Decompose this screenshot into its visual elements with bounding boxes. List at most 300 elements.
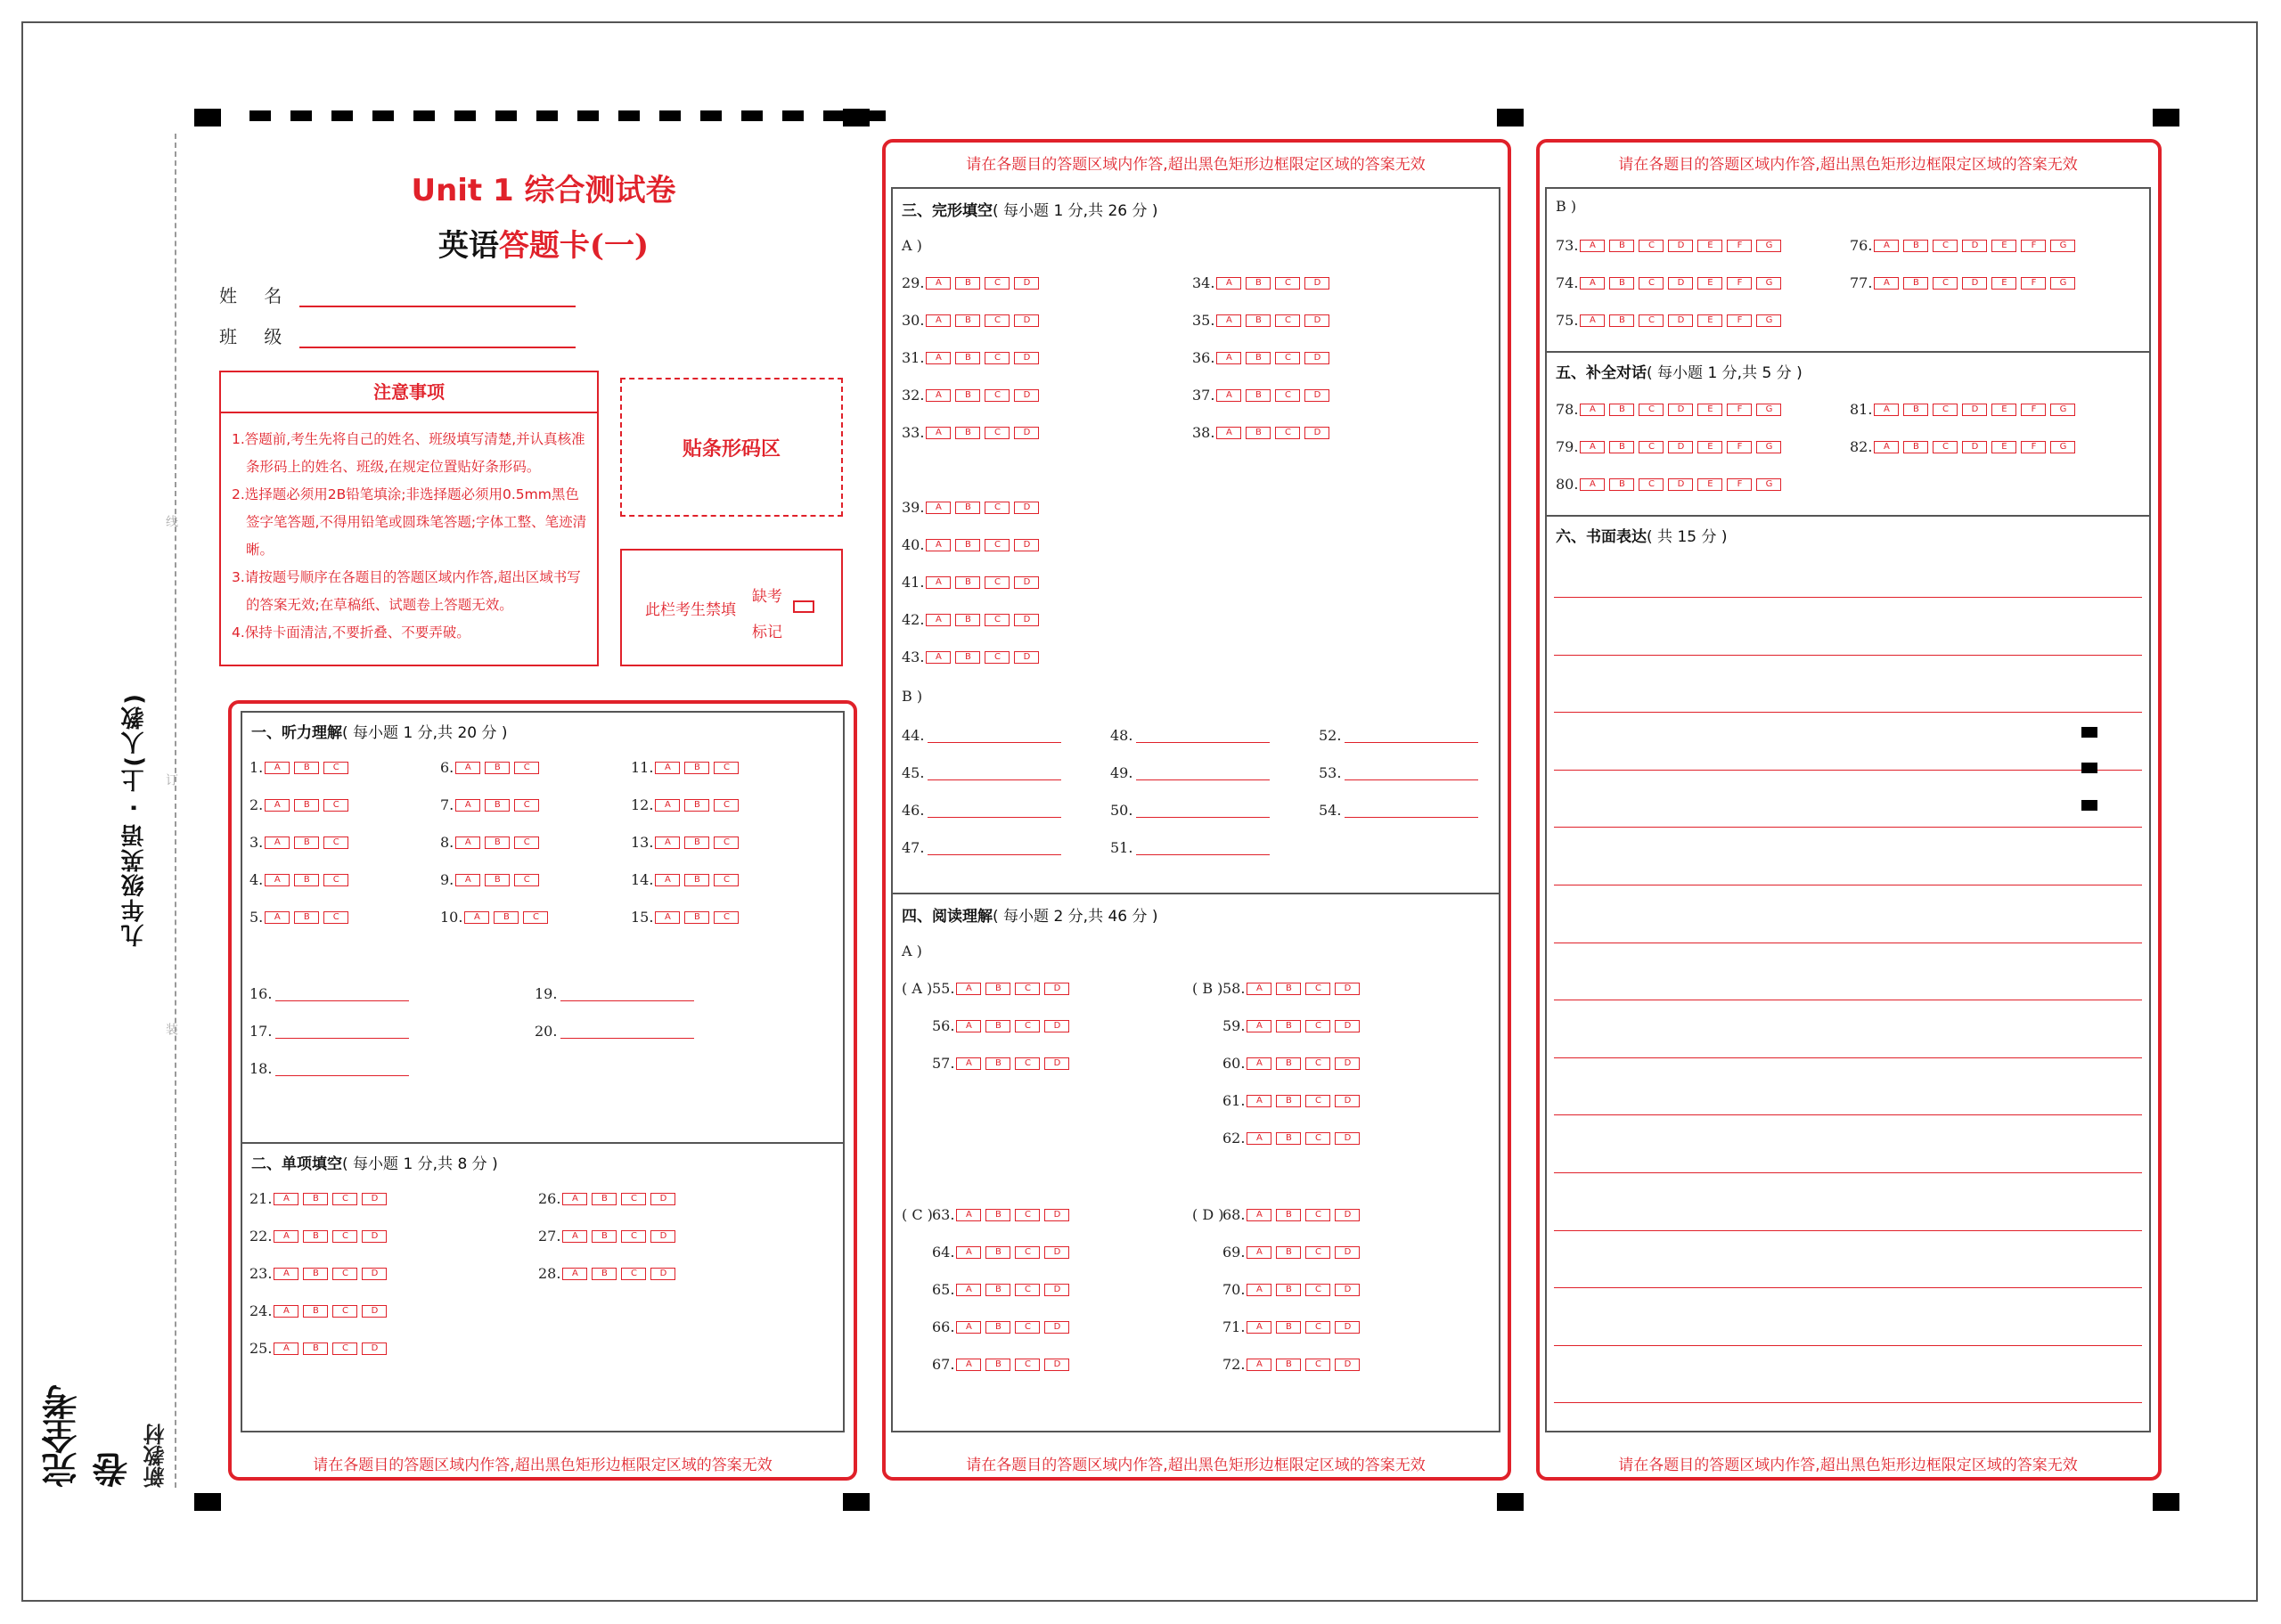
option-bubble[interactable]: A: [1580, 240, 1605, 252]
option-bubble[interactable]: A: [1580, 277, 1605, 290]
option-bubble[interactable]: C: [714, 799, 739, 812]
option-bubble[interactable]: B: [955, 389, 980, 402]
option-bubble[interactable]: A: [1247, 1209, 1271, 1221]
option-bubble[interactable]: B: [684, 874, 709, 886]
answer-blank[interactable]: [928, 841, 1061, 855]
option-bubble[interactable]: C: [1305, 1209, 1330, 1221]
class-field[interactable]: 班 级: [219, 322, 576, 348]
option-bubble[interactable]: F: [1727, 314, 1752, 327]
option-bubble[interactable]: C: [332, 1305, 357, 1318]
option-bubble[interactable]: A: [265, 762, 290, 774]
option-bubble[interactable]: D: [362, 1268, 387, 1280]
option-bubble[interactable]: E: [1991, 277, 2016, 290]
option-bubble[interactable]: F: [2021, 441, 2046, 453]
option-bubble[interactable]: A: [265, 874, 290, 886]
option-bubble[interactable]: B: [955, 651, 980, 664]
option-bubble[interactable]: C: [621, 1230, 646, 1243]
option-bubble[interactable]: D: [1335, 1209, 1360, 1221]
writing-line[interactable]: [1554, 712, 2142, 713]
option-bubble[interactable]: A: [274, 1305, 298, 1318]
option-bubble[interactable]: A: [956, 983, 981, 995]
option-bubble[interactable]: C: [621, 1268, 646, 1280]
option-bubble[interactable]: C: [1933, 404, 1958, 416]
option-bubble[interactable]: A: [956, 1020, 981, 1032]
option-bubble[interactable]: B: [592, 1193, 617, 1205]
option-bubble[interactable]: B: [303, 1305, 328, 1318]
option-bubble[interactable]: B: [485, 874, 510, 886]
option-bubble[interactable]: A: [926, 614, 951, 626]
option-bubble[interactable]: E: [1697, 314, 1722, 327]
option-bubble[interactable]: G: [1756, 277, 1781, 290]
option-bubble[interactable]: D: [1014, 651, 1039, 664]
option-bubble[interactable]: B: [294, 762, 319, 774]
option-bubble[interactable]: B: [955, 352, 980, 364]
option-bubble[interactable]: B: [1609, 478, 1634, 491]
option-bubble[interactable]: B: [294, 799, 319, 812]
option-bubble[interactable]: C: [1933, 441, 1958, 453]
option-bubble[interactable]: C: [985, 277, 1010, 290]
option-bubble[interactable]: D: [1044, 1246, 1069, 1259]
writing-line[interactable]: [1554, 1287, 2142, 1288]
option-bubble[interactable]: B: [1609, 404, 1634, 416]
option-bubble[interactable]: B: [494, 911, 519, 924]
option-bubble[interactable]: E: [1697, 478, 1722, 491]
option-bubble[interactable]: B: [985, 1209, 1010, 1221]
option-bubble[interactable]: B: [1276, 1321, 1301, 1334]
option-bubble[interactable]: D: [1962, 277, 1987, 290]
option-bubble[interactable]: D: [650, 1230, 675, 1243]
option-bubble[interactable]: F: [2021, 277, 2046, 290]
option-bubble[interactable]: G: [2050, 277, 2075, 290]
option-bubble[interactable]: D: [1335, 1359, 1360, 1371]
option-bubble[interactable]: B: [1609, 441, 1634, 453]
option-bubble[interactable]: B: [985, 1359, 1010, 1371]
option-bubble[interactable]: A: [1247, 1359, 1271, 1371]
option-bubble[interactable]: C: [985, 389, 1010, 402]
option-bubble[interactable]: D: [1044, 1057, 1069, 1070]
option-bubble[interactable]: B: [985, 1321, 1010, 1334]
name-field[interactable]: 姓 名: [219, 282, 576, 307]
option-bubble[interactable]: G: [1756, 404, 1781, 416]
option-bubble[interactable]: G: [2050, 404, 2075, 416]
option-bubble[interactable]: D: [1014, 427, 1039, 439]
option-bubble[interactable]: A: [956, 1057, 981, 1070]
writing-line[interactable]: [1554, 1230, 2142, 1231]
option-bubble[interactable]: C: [1933, 240, 1958, 252]
option-bubble[interactable]: D: [1304, 277, 1329, 290]
option-bubble[interactable]: C: [1639, 404, 1664, 416]
option-bubble[interactable]: C: [514, 762, 539, 774]
option-bubble[interactable]: C: [332, 1268, 357, 1280]
option-bubble[interactable]: B: [485, 836, 510, 849]
option-bubble[interactable]: B: [1246, 389, 1271, 402]
option-bubble[interactable]: B: [1246, 277, 1271, 290]
option-bubble[interactable]: B: [1276, 1209, 1301, 1221]
option-bubble[interactable]: C: [714, 836, 739, 849]
option-bubble[interactable]: A: [1247, 1095, 1271, 1107]
option-bubble[interactable]: G: [1756, 314, 1781, 327]
option-bubble[interactable]: C: [1275, 389, 1300, 402]
option-bubble[interactable]: A: [265, 911, 290, 924]
option-bubble[interactable]: B: [592, 1230, 617, 1243]
option-bubble[interactable]: A: [1247, 1284, 1271, 1296]
option-bubble[interactable]: B: [985, 1246, 1010, 1259]
option-bubble[interactable]: B: [955, 314, 980, 327]
option-bubble[interactable]: C: [514, 836, 539, 849]
option-bubble[interactable]: E: [1697, 441, 1722, 453]
answer-blank[interactable]: [928, 729, 1061, 743]
option-bubble[interactable]: A: [926, 352, 951, 364]
writing-line[interactable]: [1554, 1114, 2142, 1115]
option-bubble[interactable]: A: [274, 1193, 298, 1205]
option-bubble[interactable]: B: [1276, 1132, 1301, 1145]
option-bubble[interactable]: C: [323, 874, 348, 886]
option-bubble[interactable]: A: [1216, 389, 1241, 402]
option-bubble[interactable]: B: [303, 1193, 328, 1205]
writing-line[interactable]: [1554, 1345, 2142, 1346]
option-bubble[interactable]: B: [592, 1268, 617, 1280]
option-bubble[interactable]: B: [955, 277, 980, 290]
option-bubble[interactable]: C: [323, 762, 348, 774]
option-bubble[interactable]: C: [714, 874, 739, 886]
option-bubble[interactable]: E: [1991, 240, 2016, 252]
option-bubble[interactable]: A: [956, 1284, 981, 1296]
writing-line[interactable]: [1554, 655, 2142, 656]
option-bubble[interactable]: C: [332, 1193, 357, 1205]
option-bubble[interactable]: F: [1727, 441, 1752, 453]
answer-blank[interactable]: [275, 1062, 409, 1076]
option-bubble[interactable]: C: [1639, 314, 1664, 327]
option-bubble[interactable]: C: [323, 911, 348, 924]
option-bubble[interactable]: C: [1305, 1095, 1330, 1107]
option-bubble[interactable]: C: [1015, 1246, 1040, 1259]
option-bubble[interactable]: B: [955, 502, 980, 514]
option-bubble[interactable]: B: [1609, 240, 1634, 252]
option-bubble[interactable]: B: [485, 762, 510, 774]
option-bubble[interactable]: B: [684, 836, 709, 849]
option-bubble[interactable]: C: [1015, 1284, 1040, 1296]
option-bubble[interactable]: C: [1275, 314, 1300, 327]
option-bubble[interactable]: D: [1044, 1020, 1069, 1032]
option-bubble[interactable]: C: [323, 836, 348, 849]
option-bubble[interactable]: A: [1874, 240, 1899, 252]
option-bubble[interactable]: D: [650, 1268, 675, 1280]
option-bubble[interactable]: G: [2050, 441, 2075, 453]
option-bubble[interactable]: A: [1247, 1057, 1271, 1070]
option-bubble[interactable]: D: [1014, 614, 1039, 626]
option-bubble[interactable]: A: [1216, 427, 1241, 439]
option-bubble[interactable]: C: [1015, 1057, 1040, 1070]
option-bubble[interactable]: B: [684, 762, 709, 774]
option-bubble[interactable]: B: [985, 1020, 1010, 1032]
option-bubble[interactable]: G: [1756, 478, 1781, 491]
option-bubble[interactable]: C: [985, 427, 1010, 439]
option-bubble[interactable]: E: [1991, 404, 2016, 416]
option-bubble[interactable]: B: [985, 1284, 1010, 1296]
option-bubble[interactable]: D: [1014, 502, 1039, 514]
option-bubble[interactable]: A: [265, 799, 290, 812]
option-bubble[interactable]: C: [1639, 277, 1664, 290]
option-bubble[interactable]: D: [1335, 1132, 1360, 1145]
option-bubble[interactable]: A: [455, 762, 480, 774]
writing-line[interactable]: [1554, 827, 2142, 828]
answer-blank[interactable]: [560, 987, 694, 1001]
option-bubble[interactable]: C: [1933, 277, 1958, 290]
option-bubble[interactable]: D: [1962, 240, 1987, 252]
option-bubble[interactable]: C: [1639, 478, 1664, 491]
option-bubble[interactable]: A: [1247, 1246, 1271, 1259]
option-bubble[interactable]: C: [332, 1342, 357, 1355]
option-bubble[interactable]: A: [1580, 478, 1605, 491]
option-bubble[interactable]: C: [985, 539, 1010, 551]
answer-blank[interactable]: [1345, 804, 1478, 818]
option-bubble[interactable]: A: [655, 911, 680, 924]
option-bubble[interactable]: A: [1247, 1020, 1271, 1032]
writing-line[interactable]: [1554, 597, 2142, 598]
option-bubble[interactable]: C: [523, 911, 548, 924]
option-bubble[interactable]: A: [956, 1359, 981, 1371]
option-bubble[interactable]: F: [1727, 478, 1752, 491]
option-bubble[interactable]: B: [985, 1057, 1010, 1070]
option-bubble[interactable]: C: [985, 502, 1010, 514]
option-bubble[interactable]: D: [1044, 1209, 1069, 1221]
option-bubble[interactable]: C: [1015, 983, 1040, 995]
option-bubble[interactable]: A: [455, 836, 480, 849]
option-bubble[interactable]: A: [655, 799, 680, 812]
option-bubble[interactable]: D: [1014, 389, 1039, 402]
answer-blank[interactable]: [1136, 729, 1270, 743]
option-bubble[interactable]: C: [1639, 240, 1664, 252]
answer-blank[interactable]: [928, 804, 1061, 818]
option-bubble[interactable]: G: [1756, 240, 1781, 252]
option-bubble[interactable]: D: [1044, 1284, 1069, 1296]
option-bubble[interactable]: D: [1304, 427, 1329, 439]
option-bubble[interactable]: B: [1609, 277, 1634, 290]
option-bubble[interactable]: C: [714, 762, 739, 774]
option-bubble[interactable]: A: [265, 836, 290, 849]
option-bubble[interactable]: A: [1216, 277, 1241, 290]
option-bubble[interactable]: C: [514, 874, 539, 886]
option-bubble[interactable]: A: [274, 1230, 298, 1243]
option-bubble[interactable]: D: [1962, 404, 1987, 416]
option-bubble[interactable]: B: [294, 836, 319, 849]
option-bubble[interactable]: E: [1697, 277, 1722, 290]
option-bubble[interactable]: D: [362, 1230, 387, 1243]
option-bubble[interactable]: A: [1580, 441, 1605, 453]
answer-blank[interactable]: [275, 987, 409, 1001]
option-bubble[interactable]: C: [985, 576, 1010, 589]
option-bubble[interactable]: B: [985, 983, 1010, 995]
option-bubble[interactable]: B: [303, 1268, 328, 1280]
option-bubble[interactable]: D: [1044, 1359, 1069, 1371]
option-bubble[interactable]: B: [1609, 314, 1634, 327]
option-bubble[interactable]: D: [362, 1342, 387, 1355]
option-bubble[interactable]: C: [1015, 1359, 1040, 1371]
option-bubble[interactable]: B: [1903, 441, 1928, 453]
option-bubble[interactable]: A: [1247, 1321, 1271, 1334]
option-bubble[interactable]: B: [1903, 277, 1928, 290]
option-bubble[interactable]: D: [1668, 404, 1693, 416]
option-bubble[interactable]: A: [562, 1193, 587, 1205]
option-bubble[interactable]: D: [1335, 1095, 1360, 1107]
option-bubble[interactable]: B: [1276, 1057, 1301, 1070]
answer-blank[interactable]: [560, 1024, 694, 1039]
option-bubble[interactable]: D: [1014, 314, 1039, 327]
option-bubble[interactable]: A: [926, 314, 951, 327]
option-bubble[interactable]: A: [274, 1268, 298, 1280]
option-bubble[interactable]: C: [621, 1193, 646, 1205]
option-bubble[interactable]: C: [1015, 1020, 1040, 1032]
option-bubble[interactable]: D: [1668, 240, 1693, 252]
option-bubble[interactable]: B: [303, 1230, 328, 1243]
option-bubble[interactable]: B: [485, 799, 510, 812]
option-bubble[interactable]: A: [1874, 441, 1899, 453]
option-bubble[interactable]: C: [1015, 1209, 1040, 1221]
option-bubble[interactable]: C: [1305, 983, 1330, 995]
option-bubble[interactable]: B: [1276, 1095, 1301, 1107]
option-bubble[interactable]: A: [1216, 314, 1241, 327]
option-bubble[interactable]: A: [926, 651, 951, 664]
option-bubble[interactable]: C: [1639, 441, 1664, 453]
option-bubble[interactable]: G: [1756, 441, 1781, 453]
option-bubble[interactable]: G: [2050, 240, 2075, 252]
option-bubble[interactable]: D: [1668, 441, 1693, 453]
option-bubble[interactable]: A: [956, 1246, 981, 1259]
option-bubble[interactable]: C: [1305, 1020, 1330, 1032]
option-bubble[interactable]: A: [464, 911, 489, 924]
option-bubble[interactable]: D: [1335, 1057, 1360, 1070]
option-bubble[interactable]: D: [1304, 389, 1329, 402]
option-bubble[interactable]: C: [1305, 1246, 1330, 1259]
option-bubble[interactable]: D: [1335, 1284, 1360, 1296]
option-bubble[interactable]: D: [1044, 1321, 1069, 1334]
option-bubble[interactable]: B: [955, 576, 980, 589]
writing-line[interactable]: [1554, 1402, 2142, 1403]
option-bubble[interactable]: D: [1668, 478, 1693, 491]
option-bubble[interactable]: D: [1304, 352, 1329, 364]
option-bubble[interactable]: A: [926, 576, 951, 589]
option-bubble[interactable]: A: [562, 1268, 587, 1280]
option-bubble[interactable]: D: [1335, 1020, 1360, 1032]
option-bubble[interactable]: C: [1275, 352, 1300, 364]
option-bubble[interactable]: F: [2021, 404, 2046, 416]
option-bubble[interactable]: C: [332, 1230, 357, 1243]
option-bubble[interactable]: B: [303, 1342, 328, 1355]
option-bubble[interactable]: D: [1335, 1246, 1360, 1259]
option-bubble[interactable]: A: [956, 1209, 981, 1221]
option-bubble[interactable]: B: [1276, 1284, 1301, 1296]
answer-blank[interactable]: [1136, 766, 1270, 780]
option-bubble[interactable]: A: [926, 502, 951, 514]
option-bubble[interactable]: D: [1014, 539, 1039, 551]
option-bubble[interactable]: A: [926, 427, 951, 439]
option-bubble[interactable]: B: [1276, 1246, 1301, 1259]
answer-blank[interactable]: [928, 766, 1061, 780]
option-bubble[interactable]: C: [323, 799, 348, 812]
option-bubble[interactable]: F: [1727, 240, 1752, 252]
writing-line[interactable]: [1554, 1172, 2142, 1173]
option-bubble[interactable]: C: [985, 651, 1010, 664]
answer-blank[interactable]: [1345, 766, 1478, 780]
option-bubble[interactable]: A: [1874, 404, 1899, 416]
option-bubble[interactable]: D: [650, 1193, 675, 1205]
option-bubble[interactable]: A: [1216, 352, 1241, 364]
option-bubble[interactable]: D: [1335, 1321, 1360, 1334]
option-bubble[interactable]: D: [1304, 314, 1329, 327]
option-bubble[interactable]: F: [1727, 277, 1752, 290]
option-bubble[interactable]: A: [926, 539, 951, 551]
answer-blank[interactable]: [1136, 804, 1270, 818]
option-bubble[interactable]: B: [1903, 240, 1928, 252]
option-bubble[interactable]: D: [1335, 983, 1360, 995]
option-bubble[interactable]: F: [2021, 240, 2046, 252]
option-bubble[interactable]: D: [362, 1193, 387, 1205]
option-bubble[interactable]: C: [985, 352, 1010, 364]
option-bubble[interactable]: D: [1668, 277, 1693, 290]
option-bubble[interactable]: C: [985, 614, 1010, 626]
answer-blank[interactable]: [275, 1024, 409, 1039]
option-bubble[interactable]: A: [1874, 277, 1899, 290]
option-bubble[interactable]: B: [684, 799, 709, 812]
option-bubble[interactable]: C: [985, 314, 1010, 327]
option-bubble[interactable]: C: [1305, 1321, 1330, 1334]
option-bubble[interactable]: D: [362, 1305, 387, 1318]
answer-blank[interactable]: [1345, 729, 1478, 743]
option-bubble[interactable]: A: [926, 277, 951, 290]
option-bubble[interactable]: C: [1305, 1284, 1330, 1296]
option-bubble[interactable]: B: [955, 427, 980, 439]
option-bubble[interactable]: D: [1014, 352, 1039, 364]
option-bubble[interactable]: A: [1247, 983, 1271, 995]
option-bubble[interactable]: A: [455, 799, 480, 812]
option-bubble[interactable]: B: [1276, 1020, 1301, 1032]
option-bubble[interactable]: A: [1580, 404, 1605, 416]
option-bubble[interactable]: B: [1246, 352, 1271, 364]
answer-blank[interactable]: [1136, 841, 1270, 855]
option-bubble[interactable]: E: [1697, 240, 1722, 252]
option-bubble[interactable]: A: [562, 1230, 587, 1243]
option-bubble[interactable]: A: [455, 874, 480, 886]
option-bubble[interactable]: A: [956, 1321, 981, 1334]
option-bubble[interactable]: E: [1991, 441, 2016, 453]
option-bubble[interactable]: D: [1044, 983, 1069, 995]
writing-line[interactable]: [1554, 770, 2142, 771]
option-bubble[interactable]: C: [714, 911, 739, 924]
option-bubble[interactable]: B: [294, 911, 319, 924]
option-bubble[interactable]: C: [1305, 1359, 1330, 1371]
option-bubble[interactable]: D: [1668, 314, 1693, 327]
option-bubble[interactable]: A: [655, 836, 680, 849]
option-bubble[interactable]: C: [1305, 1057, 1330, 1070]
option-bubble[interactable]: D: [1014, 277, 1039, 290]
option-bubble[interactable]: C: [1275, 277, 1300, 290]
option-bubble[interactable]: A: [655, 762, 680, 774]
option-bubble[interactable]: C: [514, 799, 539, 812]
option-bubble[interactable]: A: [926, 389, 951, 402]
option-bubble[interactable]: B: [294, 874, 319, 886]
option-bubble[interactable]: C: [1015, 1321, 1040, 1334]
option-bubble[interactable]: E: [1697, 404, 1722, 416]
option-bubble[interactable]: D: [1962, 441, 1987, 453]
option-bubble[interactable]: A: [655, 874, 680, 886]
option-bubble[interactable]: C: [1275, 427, 1300, 439]
option-bubble[interactable]: A: [274, 1342, 298, 1355]
option-bubble[interactable]: F: [1727, 404, 1752, 416]
writing-line[interactable]: [1554, 1057, 2142, 1058]
option-bubble[interactable]: A: [1247, 1132, 1271, 1145]
option-bubble[interactable]: B: [1246, 427, 1271, 439]
option-bubble[interactable]: D: [1014, 576, 1039, 589]
